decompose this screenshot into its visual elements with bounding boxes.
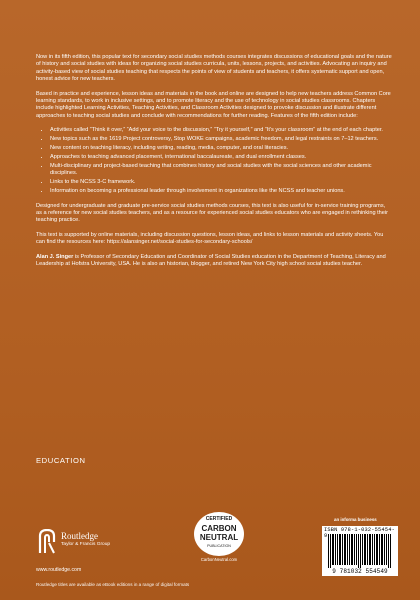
carbon-sub: PUBLICATION [207, 544, 231, 548]
barcode-bars-icon [328, 534, 392, 568]
informa-tagline: an informa business [334, 517, 377, 522]
features-list [36, 127, 392, 195]
carbon-main-2: NEUTRAL [199, 533, 239, 542]
carbon-neutral-badge [191, 509, 247, 563]
isbn-barcode [322, 526, 398, 576]
ebook-footnote: Routledge titles are available as eBook editions in a range of digital formats [36, 582, 190, 587]
isbn-line: ISBN 978-1-032-55454-9 [324, 527, 395, 539]
audience-paragraph: Designed for undergraduate and graduate pre-service social studies methods courses, this text is also useful for in-service training programs, as a reference for new social studies teachers, and as a resource for experienced social studies educators who are engaged in rethinking their teaching practice. [36, 202, 388, 224]
category-label: EDUCATION [36, 456, 86, 465]
routledge-mark-icon [36, 529, 58, 554]
feature-item: • Approaches to teaching advanced placement, international baccalaureate, and dual enrollment classes. [50, 154, 392, 161]
carbon-url: CarbonNeutral.com [200, 557, 238, 562]
feature-item: • New topics such as the 1619 Project controversy, Stop WOKE campaigns, academic freedom, and legal restraints on 7–12 teachers. [50, 136, 392, 143]
author-name: Alan J. Singer [36, 253, 74, 260]
body-paragraph: Based in practice and experience, lesson ideas and materials in the book and online are designed to help new teachers address Common Core learning standards, to work in inclusive settings, and to promote literacy and the use of technology in social studies classrooms. Chapters include highlighted Learning Activities, Teaching Activities, and Classroom Activities designed to provoke discussion and illustrate different approaches to teaching social studies and conclude with recommendations for further reading. Features of the fifth edition include: [36, 90, 391, 119]
author-paragraph [36, 254, 392, 269]
feature-item: • Information on becoming a professional leader through involvement in organizations like the NCSS and teacher unions. [50, 188, 392, 195]
online-paragraph: This text is supported by online materials, including discussion questions, lesson ideas, and links to lesson materials and activity sheets. You can find the resources here: https://alansinger.net/social-studies-for-secondary-schools/ [36, 231, 384, 246]
publisher-name: Routledge [61, 531, 98, 541]
publisher-url: www.routledge.com [36, 567, 82, 573]
feature-item: • Multi-disciplinary and project-based teaching that combines history and social studies with the social sciences and other academic disciplines. [50, 163, 392, 178]
feature-item: • New content on teaching literacy, including writing, reading, media, computer, and oral literacies. [50, 145, 392, 152]
description-text [36, 54, 392, 275]
publisher-group: Taylor & Francis Group [61, 542, 111, 547]
author-bio: is Professor of Secondary Education and Coordinator of Social Studies education in the Department of Teaching, Literacy and Leadership at Hofstra University, USA. He is also an historian, blogger, and retired New York City high school social studies teacher. [36, 253, 386, 267]
carbon-main-1: CARBON [201, 524, 237, 533]
carbon-certified: CERTIFIED [205, 516, 233, 522]
intro-paragraph: Now in its fifth edition, this popular text for secondary social studies methods courses integrates discussions of educational goals and the nature of history and social studies with ideas for organizing social studies curricula, units, lessons, projects, and activities. Advocating an inquiry and activity-based view of social studies teaching that respects the points of view of students and teachers, it offers systematic support and open, honest advice for new teachers. [36, 54, 392, 83]
feature-item: • Activities called “Think it over,” “Add your voice to the discussion,” “Try it yourself,” and “It’s your classroom” at the end of each chapter. [50, 127, 392, 134]
feature-item: • Links to the NCSS 3-C framework. [50, 179, 392, 186]
barcode-digits: 9 781032 554549 [332, 568, 388, 575]
publisher-logo [36, 528, 156, 558]
